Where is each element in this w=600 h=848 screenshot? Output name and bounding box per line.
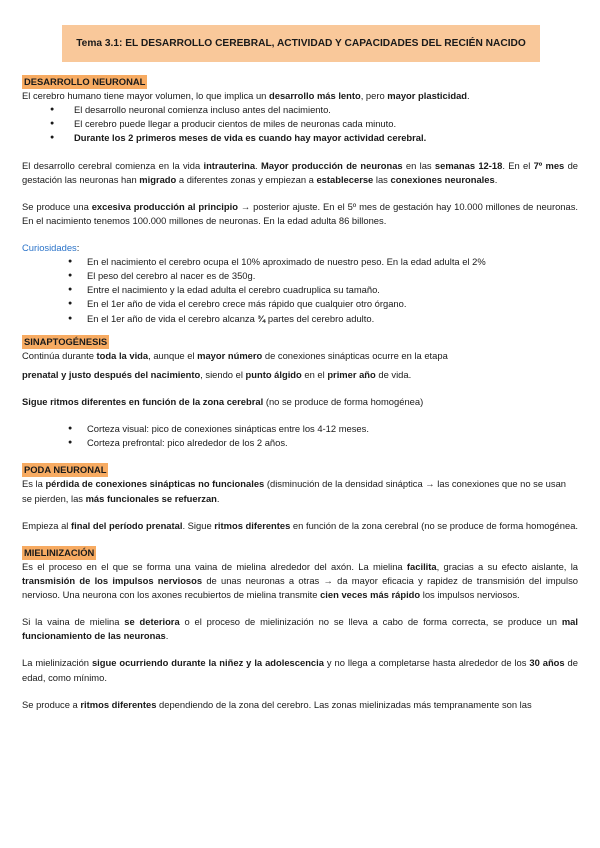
list-item: ● Corteza visual: pico de conexiones sinápticas entre los 4-12 meses. bbox=[22, 422, 578, 436]
list-item: ● El desarrollo neuronal comienza incluso antes del nacimiento. bbox=[22, 103, 578, 117]
list-item: ● El peso del cerebro al nacer es de 350g. bbox=[22, 269, 578, 283]
document-title: Tema 3.1: EL DESARROLLO CEREBRAL, ACTIVIDAD Y CAPACIDADES DEL RECIÉN NACIDO bbox=[62, 25, 540, 62]
list-item: ● En el nacimiento el cerebro ocupa el 10% aproximado de nuestro peso. En la edad adulta el 2% bbox=[22, 255, 578, 269]
section-heading-mielinizacion: MIELINIZACIÓN bbox=[22, 546, 96, 560]
document-body bbox=[22, 75, 578, 712]
section-heading-poda-neuronal: PODA NEURONAL bbox=[22, 463, 108, 477]
paragraph: Es la pérdida de conexiones sinápticas no funcionales (disminución de la densidad sináptica → las conexiones que no se usan se pierden, las más funcionales se refuerzan. bbox=[22, 478, 567, 504]
paragraph: Es el proceso en el que se forma una vaina de mielina alrededor del axón. La mielina facilita, gracias a su efecto aislante, la transmisión de los impulsos nerviosos de unas neuronas a otras → da mayor eficacia y rapidez de transmisión del impulso nervioso. Una neurona con los axones recubiertos de mielina transmite cien veces más rápido los impulsos nerviosos. bbox=[22, 560, 578, 601]
bullet-list bbox=[22, 255, 578, 326]
list-item: ● Durante los 2 primeros meses de vida es cuando hay mayor actividad cerebral. bbox=[22, 131, 578, 145]
paragraph: El desarrollo cerebral comienza en la vida intrauterina. Mayor producción de neuronas en las semanas 12-18. En el 7º mes de gestación las neuronas han migrado a diferentes zonas y empiezan a establecerse las conexiones neuronales. bbox=[22, 159, 579, 185]
bullet-list bbox=[22, 103, 578, 145]
paragraph: La mielinización sigue ocurriendo durante la niñez y la adolescencia y no llega a completarse hasta alrededor de los 30 años de edad, como mínimo. bbox=[22, 657, 578, 683]
bullet-list bbox=[22, 422, 578, 450]
section-heading-sinaptogenesis: SINAPTOGÉNESIS bbox=[22, 335, 109, 349]
paragraph: Empieza al final del período prenatal. Sigue ritmos diferentes en función de la zona cerebral (no se produce de forma homogénea. bbox=[22, 519, 579, 531]
paragraph: prenatal y justo después del nacimiento, siendo el punto álgido en el primer año de vida. bbox=[22, 368, 412, 380]
paragraph: Se produce una excesiva producción al principio → posterior ajuste. En el 5º mes de gestación hay 10.000 millones de neuronas. En el nacimiento tenemos 100.000 millones de neuronas. En la edad adulta 86 billones. bbox=[22, 200, 578, 226]
paragraph: Continúa durante toda la vida, aunque el mayor número de conexiones sinápticas ocurre en la etapa bbox=[22, 349, 448, 361]
paragraph: Se produce a ritmos diferentes dependiendo de la zona del cerebro. Las zonas mielinizadas más tempranamente son las bbox=[22, 698, 532, 710]
list-item: ● En el 1er año de vida el cerebro crece más rápido que cualquier otro órgano. bbox=[22, 297, 578, 311]
list-item: ● Entre el nacimiento y la edad adulta el cerebro cuadruplica su tamaño. bbox=[22, 283, 578, 297]
list-item: ● El cerebro puede llegar a producir cientos de miles de neuronas cada minuto. bbox=[22, 117, 578, 131]
paragraph: Sigue ritmos diferentes en función de la zona cerebral (no se produce de forma homogénea) bbox=[22, 395, 424, 407]
paragraph: Si la vaina de mielina se deteriora o el proceso de mielinización no se lleva a cabo de forma correcta, se produce un mal funcionamiento de las neuronas. bbox=[22, 616, 578, 642]
list-item: ● En el 1er año de vida el cerebro alcanza ¾ partes del cerebro adulto. bbox=[22, 312, 578, 326]
curiosidades-label: Curiosidades: bbox=[22, 241, 80, 253]
paragraph: El cerebro humano tiene mayor volumen, lo que implica un desarrollo más lento, pero mayor plasticidad. bbox=[22, 90, 470, 102]
section-heading-desarrollo-neuronal: DESARROLLO NEURONAL bbox=[22, 75, 147, 89]
list-item: ● Corteza prefrontal: pico alrededor de los 2 años. bbox=[22, 436, 578, 450]
